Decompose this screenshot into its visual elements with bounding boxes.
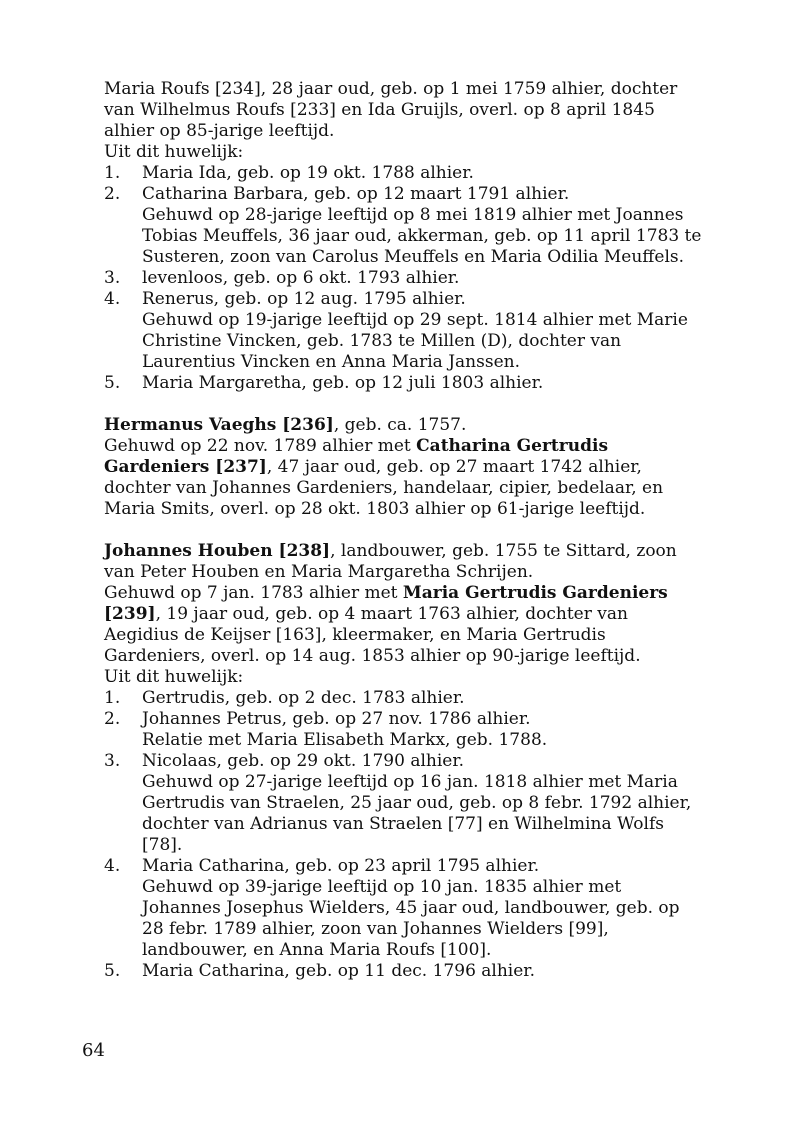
spouse-details: , 47 jaar oud, geb. op 27 maart 1742 alhier, dochter van Johannes Gardeniers, handelaar, cipier, bedelaar, en Maria Smits, overl. op 28 okt. 1803 alhier op 61-jarige leeftijd.: [104, 457, 664, 519]
item-text: Johannes Petrus, geb. op 27 nov. 1786 alhier.: [142, 709, 531, 729]
item-text: Maria Ida, geb. op 19 okt. 1788 alhier.: [142, 163, 474, 183]
item-number: 2.: [104, 184, 121, 204]
item-text: Nicolaas, geb. op 29 okt. 1790 alhier.: [142, 751, 465, 771]
list-item: [104, 373, 704, 394]
item-text: Maria Catharina, geb. op 23 april 1795 alhier.: [142, 856, 540, 876]
item-text: Maria Catharina, geb. op 11 dec. 1796 alhier.: [142, 961, 535, 981]
section3-marriage: [104, 583, 704, 667]
section3-entry: [104, 541, 704, 583]
item-note: Gehuwd op 19-jarige leeftijd op 29 sept. 1814 alhier met Marie Christine Vincken, geb. 1783 te Millen (D), dochter van Laurentius Vincken en Anna Maria Janssen.: [142, 310, 688, 372]
section3-children-heading: Uit dit huwelijk:: [104, 667, 244, 687]
item-text: Renerus, geb. op 12 aug. 1795 alhier.: [142, 289, 466, 309]
section-spacer: [104, 520, 704, 541]
list-item: [104, 268, 704, 289]
item-note: Gehuwd op 28-jarige leeftijd op 8 mei 1819 alhier met Joannes Tobias Meuffels, 36 jaar oud, akkerman, geb. op 11 april 1783 te Susteren, zoon van Carolus Meuffels en Maria Odilia Meuffels.: [142, 205, 702, 267]
section2-entry: [104, 415, 704, 436]
item-note: Relatie met Maria Elisabeth Markx, geb. 1788.: [142, 730, 548, 750]
item-note: Gehuwd op 39-jarige leeftijd op 10 jan. 1835 alhier met Johannes Josephus Wielders, 45 jaar oud, landbouwer, geb. op 28 febr. 1789 alhier, zoon van Johannes Wielders [99], landbouwer, en Anna Maria Roufs [100].: [142, 877, 680, 960]
list-item: [104, 688, 704, 709]
item-text: Catharina Barbara, geb. op 12 maart 1791 alhier.: [142, 184, 570, 204]
item-note: Gehuwd op 27-jarige leeftijd op 16 jan. 1818 alhier met Maria Gertrudis van Straelen, 25 jaar oud, geb. op 8 febr. 1792 alhier, dochter van Adrianus van Straelen [77] en Wilhelmina Wolfs [78].: [142, 772, 692, 855]
list-item: [104, 709, 704, 751]
spouse-details: , 19 jaar oud, geb. op 4 maart 1763 alhier, dochter van Aegidius de Keijser [163], kleermaker, en Maria Gertrudis Gardeniers, overl. op 14 aug. 1853 alhier op 90-jarige leeftijd.: [104, 604, 641, 666]
person-details: , landbouwer, geb. 1755 te Sittard, zoon van Peter Houben en Maria Margaretha Schrijen.: [104, 541, 677, 582]
list-item: [104, 856, 704, 961]
spouse-name: Maria Gertrudis Gardeniers [239]: [104, 583, 668, 624]
section-spacer: [104, 394, 704, 415]
item-number: 5.: [104, 373, 121, 393]
item-number: 5.: [104, 961, 121, 981]
section1-children-list: [104, 163, 704, 394]
list-item: [104, 184, 704, 268]
item-number: 1.: [104, 163, 121, 183]
item-number: 2.: [104, 709, 121, 729]
item-number: 1.: [104, 688, 121, 708]
spouse-name: Catharina Gertrudis Gardeniers [237]: [104, 436, 609, 477]
marriage-intro: Gehuwd op 7 jan. 1783 alhier met: [104, 583, 403, 603]
page-number: 64: [82, 1040, 105, 1061]
list-item: [104, 163, 704, 184]
item-number: 4.: [104, 289, 121, 309]
item-text: Gertrudis, geb. op 2 dec. 1783 alhier.: [142, 688, 465, 708]
section3-children-list: [104, 688, 704, 982]
item-text: Maria Margaretha, geb. op 12 juli 1803 alhier.: [142, 373, 544, 393]
document-page: [104, 79, 704, 982]
marriage-intro: Gehuwd op 22 nov. 1789 alhier met: [104, 436, 417, 456]
list-item: [104, 289, 704, 373]
item-number: 3.: [104, 268, 121, 288]
person-details: , geb. ca. 1757.: [333, 415, 467, 435]
section2-marriage: [104, 436, 704, 520]
section1-intro: Maria Roufs [234], 28 jaar oud, geb. op 1 mei 1759 alhier, dochter van Wilhelmus Roufs [233] en Ida Gruijls, overl. op 8 april 1845 alhier op 85-jarige leeftijd.: [104, 79, 678, 141]
item-number: 4.: [104, 856, 121, 876]
item-text: levenloos, geb. op 6 okt. 1793 alhier.: [142, 268, 460, 288]
list-item: [104, 751, 704, 856]
item-number: 3.: [104, 751, 121, 771]
person-name: Hermanus Vaeghs [236]: [104, 415, 334, 435]
list-item: [104, 961, 704, 982]
person-name: Johannes Houben [238]: [104, 541, 331, 561]
section1-children-heading: Uit dit huwelijk:: [104, 142, 244, 162]
